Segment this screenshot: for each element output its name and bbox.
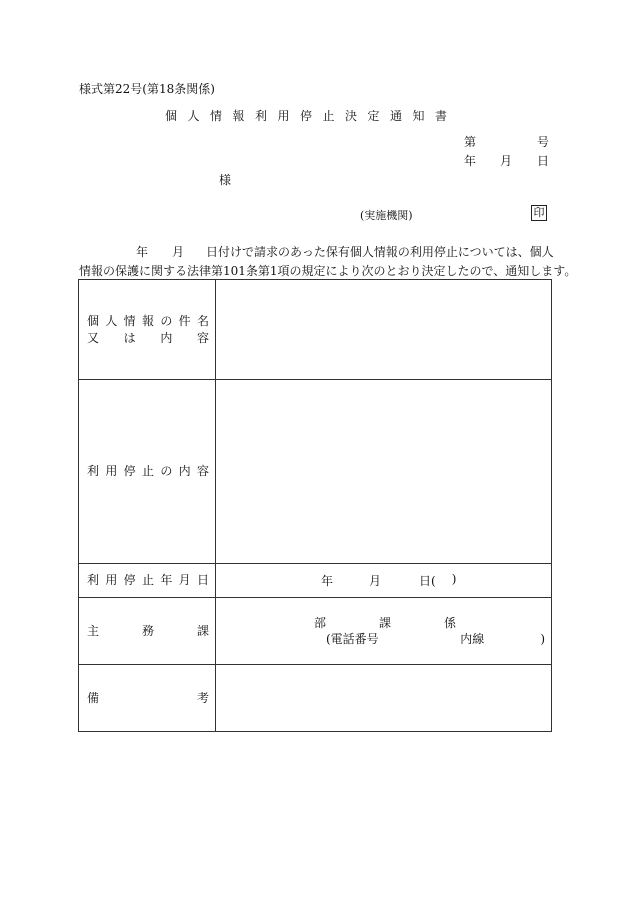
suspension-date-label: 利 用 停 止 年 月 日: [79, 564, 216, 598]
subject-value: [216, 280, 552, 380]
department-value: [216, 598, 552, 665]
agency-label: (実施機関): [360, 209, 413, 222]
subject-label: [79, 280, 216, 380]
table-row-suspension-content: [79, 380, 552, 564]
suspension-date-month: 月: [369, 574, 382, 588]
date-month: 月: [500, 154, 513, 168]
notice-line-1-text: 日付けで請求のあった保有個人情報の利用停止については、個人: [206, 245, 554, 259]
document-title: 個人情報利用停止決定通知書: [165, 109, 458, 123]
notice-year: 年: [136, 245, 149, 259]
department-ka: 課: [378, 616, 391, 630]
suspension-date-close: ): [451, 572, 457, 586]
notice-month: 月: [172, 245, 185, 259]
suspension-content-value: [216, 380, 552, 564]
telephone-label: (電話番号: [326, 632, 379, 646]
suspension-date-value: [216, 564, 552, 598]
notice-line-1: [79, 243, 559, 262]
table-row-remarks: [79, 665, 552, 732]
department-bu: 部: [314, 616, 327, 630]
addressee-suffix: 様: [219, 173, 232, 187]
seal-mark: 印: [531, 205, 547, 221]
table-row-subject: [79, 280, 552, 380]
suspension-date-day: 日(: [419, 574, 436, 588]
subject-label-line-1: 個 人 情 報 の 件 名: [87, 313, 209, 328]
remarks-value: [216, 665, 552, 732]
telephone-close: ): [540, 632, 545, 646]
suspension-date-year: 年: [321, 574, 334, 588]
subject-label-line-2: 又 は 内 容: [87, 330, 209, 345]
department-line: [216, 615, 551, 631]
number-prefix: 第: [464, 135, 477, 149]
department-label: 主 務 課: [79, 598, 216, 665]
date-year: 年: [464, 154, 477, 168]
date-day: 日: [537, 154, 550, 168]
telephone-line: [216, 631, 551, 647]
table-row-suspension-date: [79, 564, 552, 598]
extension-label: 内線: [460, 632, 485, 646]
number-suffix: 号: [537, 135, 550, 149]
table-row-department: [79, 598, 552, 665]
department-kakari: 係: [443, 616, 456, 630]
notice-line-2: 情報の保護に関する法律第101条第1項の規定により次のとおり決定したので、通知します。: [79, 264, 577, 278]
suspension-content-label: 利 用 停 止 の 内 容: [79, 380, 216, 564]
remarks-label: 備 考: [79, 665, 216, 732]
decision-table: [78, 279, 552, 732]
notice-body: [79, 243, 577, 281]
form-number: 様式第22号(第18条関係): [79, 82, 215, 96]
